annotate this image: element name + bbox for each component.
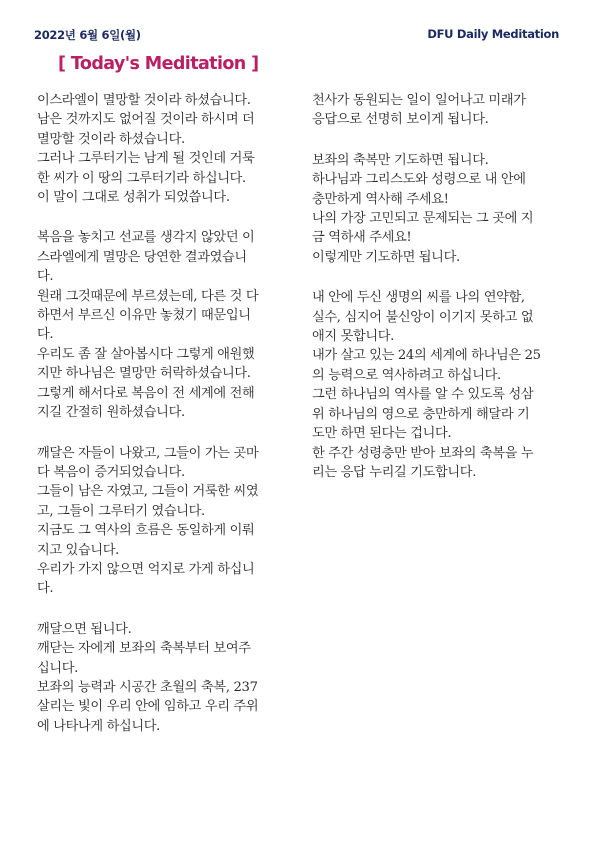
- text-line: 내가 살고 있는 24의 세계에 하나님은 25: [312, 348, 541, 364]
- text-line: 지길 간절히 원하셨습니다.: [37, 405, 185, 421]
- text-line: 다.: [37, 581, 54, 597]
- text-line: 우리도 좀 잘 살아봅시다 그렇게 애원했: [37, 346, 255, 362]
- date-header: 2022년 6월 6일(월): [34, 28, 141, 42]
- text-line: 그런 하나님의 역사를 알 수 있도록 성삼: [312, 387, 534, 403]
- text-line: 원래 그것때문에 부르셨는데, 다른 것 다: [37, 288, 259, 304]
- text-line: 지고 있습니다.: [37, 542, 120, 558]
- text-line: 멸망할 것이라 하셨습니다.: [37, 131, 185, 147]
- paragraph: [312, 151, 564, 267]
- text-line: 리는 응답 누리길 기도합니다.: [312, 464, 477, 480]
- text-line: 내 안에 두신 생명의 씨를 나의 연약함,: [312, 290, 525, 306]
- text-line: 충만하게 역사해 주세요!: [312, 191, 449, 207]
- text-line: 보좌의 축복만 기도하면 됩니다.: [312, 152, 489, 168]
- text-line: 금 역하새 주세요!: [312, 230, 412, 246]
- paragraph: [312, 91, 564, 130]
- paragraph: [37, 91, 289, 207]
- text-line: 한 씨가 이 땅의 그루터기라 하십니다.: [37, 170, 246, 186]
- text-line: 애지 못합니다.: [312, 329, 395, 345]
- text-line: 그러나 그루터기는 남게 될 것인데 거룩: [37, 151, 255, 167]
- text-line: 십니다.: [37, 660, 79, 676]
- text-line: 그렇게 해서다로 복음이 전 세계에 전해: [37, 385, 255, 401]
- paragraph: [312, 288, 564, 482]
- left-column: [37, 91, 289, 757]
- text-line: 위 하나님의 영으로 충만하게 해달라 기: [312, 406, 530, 422]
- text-line: 남은 것까지도 없어질 것이라 하시며 더: [37, 112, 255, 128]
- text-line: 한 주간 성령충만 받아 보좌의 축복을 누: [312, 445, 534, 461]
- text-line: 도만 하면 된다는 겁니다.: [312, 426, 452, 442]
- text-line: 보좌의 능력과 시공간 초월의 축복, 237: [37, 679, 258, 695]
- text-line: 다.: [37, 269, 54, 285]
- text-line: 응답으로 선명히 보이게 됩니다.: [312, 112, 489, 128]
- text-line: 실수, 심지어 불신앙이 이기지 못하고 없: [312, 309, 534, 325]
- text-line: 깨닫는 자에게 보좌의 축복부터 보여주: [37, 641, 251, 657]
- text-line: 우리가 가지 않으면 억지로 가게 하십니: [37, 561, 255, 577]
- text-line: 이렇게만 기도하면 됩니다.: [312, 249, 460, 265]
- text-line: 하면서 부르신 이유만 놓쳤기 때문입니: [37, 308, 251, 324]
- text-line: 고, 그들이 그루터기 였습니다.: [37, 503, 205, 519]
- text-line: 다.: [37, 327, 54, 343]
- paragraph: [37, 444, 289, 599]
- paragraph: [37, 620, 289, 736]
- text-line: 다 복음이 증거되었습니다.: [37, 464, 185, 480]
- paragraph: [37, 228, 289, 422]
- text-line: 하나님과 그리스도와 성령으로 내 안에: [312, 172, 526, 188]
- text-line: 지만 하나님은 멸망만 허락하셨습니다.: [37, 366, 251, 382]
- text-line: 이스라엘이 멸망할 것이라 하셨습니다.: [37, 93, 251, 108]
- text-line: 깨달은 자들이 나왔고, 그들이 가는 곳마: [37, 445, 259, 461]
- text-line: 깨달으면 됩니다.: [37, 621, 132, 637]
- text-line: 살리는 빛이 우리 안에 임하고 우리 주위: [37, 699, 259, 715]
- text-line: 스라엘에게 멸망은 당연한 결과였습니: [37, 249, 247, 265]
- right-column: [312, 91, 564, 503]
- text-line: 나의 가장 고민되고 문제되는 그 곳에 지: [312, 211, 534, 227]
- brand-header: DFU Daily Meditation: [427, 27, 559, 41]
- page-title: [ Today's Meditation ]: [58, 54, 259, 74]
- text-line: 그들이 남은 자였고, 그들이 거룩한 씨였: [37, 484, 259, 500]
- text-line: 복음을 놓치고 선교를 생각지 않았던 이: [37, 230, 255, 246]
- text-line: 의 능력으로 역사하려고 하십니다.: [312, 367, 501, 383]
- text-line: 이 말이 그대로 성취가 되었씁니다.: [37, 190, 230, 206]
- text-line: 지금도 그 역사의 흐름은 동일하게 이뤄: [37, 523, 255, 539]
- text-line: 에 나타나게 하십니다.: [37, 718, 161, 734]
- text-line: 천사가 동원되는 일이 일어나고 미래가: [312, 93, 526, 108]
